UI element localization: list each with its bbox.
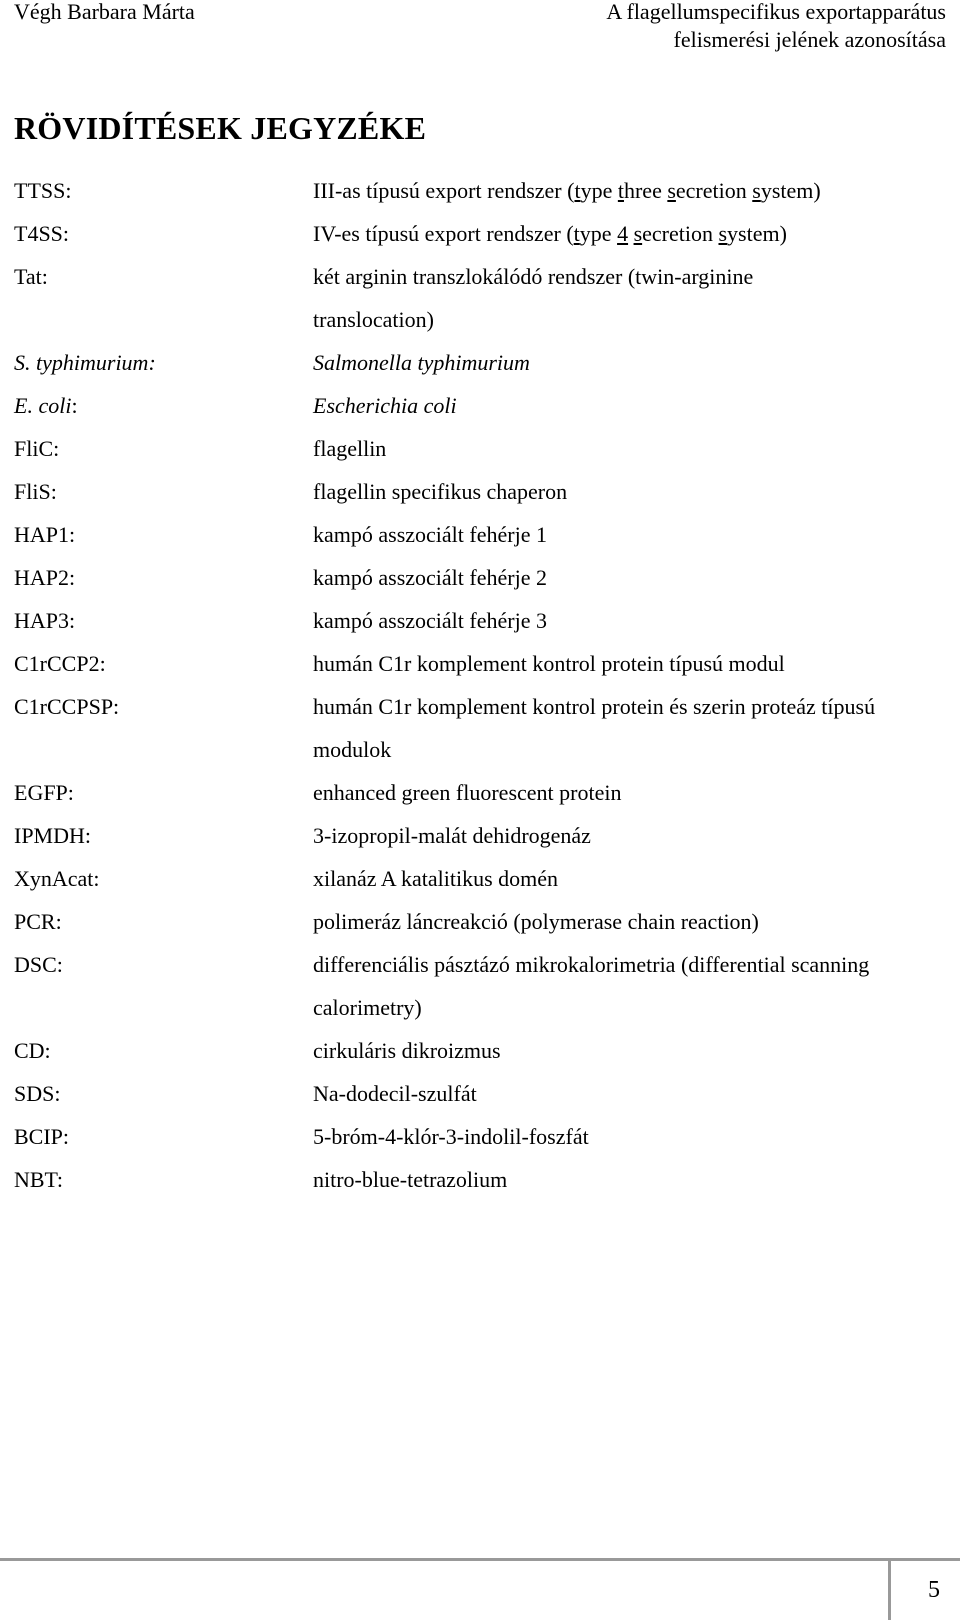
abbreviation-term: EGFP: [14,780,74,805]
abbreviation-term: TTSS: [14,178,72,203]
abbreviation-term: T4SS: [14,221,70,246]
abbreviation-row-hap1 [14,513,954,556]
abbreviation-term: CD: [14,1038,51,1063]
abbreviation-term: NBT: [14,1167,64,1192]
footer-divider [0,1558,960,1561]
abbreviation-term: E. coli: [14,393,78,418]
abbreviation-row-s-typhimurium [14,341,954,384]
abbreviation-definition: flagellin specifikus chaperon [313,479,568,504]
running-header-title [426,0,946,54]
abbreviation-definition: enhanced green fluorescent protein [313,780,622,805]
abbreviation-row-c1rccp2 [14,642,954,685]
abbreviation-definition: két arginin transzlokálódó rendszer (twin-arginine translocation) [313,264,754,332]
abbreviation-definition: differenciális pásztázó mikrokalorimetria (differential scanning calorimetry) [313,952,870,1020]
abbreviation-term: Tat: [14,264,48,289]
abbreviation-row-cd [14,1029,954,1072]
running-header-author: Végh Barbara Márta [14,0,195,24]
abbreviation-term: HAP3: [14,608,76,633]
abbreviation-row-hap2 [14,556,954,599]
abbreviation-term: S. typhimurium: [14,350,156,375]
abbreviation-definition: Salmonella typhimurium [313,350,530,375]
abbreviation-row-xynacat [14,857,954,900]
page-number: 5 [928,1577,940,1603]
abbreviation-definition: polimeráz láncreakció (polymerase chain reaction) [313,909,759,934]
abbreviation-row-ipmdh [14,814,954,857]
abbreviation-term: SDS: [14,1081,61,1106]
abbreviation-term: IPMDH: [14,823,92,848]
abbreviation-term: BCIP: [14,1124,70,1149]
abbreviation-definition: flagellin [313,436,387,461]
abbreviation-definition: IV-es típusú export rendszer (type 4 secretion system) [313,221,787,246]
abbreviation-row-pcr [14,900,954,943]
abbreviation-definition: 3-izopropil-malát dehidrogenáz [313,823,591,848]
abbreviation-row-sds [14,1072,954,1115]
abbreviation-definition: Na-dodecil-szulfát [313,1081,477,1106]
abbreviation-definition: 5-bróm-4-klór-3-indolil-foszfát [313,1124,589,1149]
abbreviation-row-tat [14,255,954,341]
abbreviation-definition: nitro-blue-tetrazolium [313,1167,508,1192]
abbreviation-definition: kampó asszociált fehérje 1 [313,522,547,547]
abbreviation-row-dsc [14,943,954,1029]
running-header-title-line-2: felismerési jelének azonosítása [673,27,946,52]
abbreviation-definition: kampó asszociált fehérje 2 [313,565,547,590]
abbreviation-term: C1rCCP2: [14,651,106,676]
abbreviation-definition: III-as típusú export rendszer (type three secretion system) [313,178,821,203]
abbreviation-definition: humán C1r komplement kontrol protein és szerin proteáz típusú modulok [313,694,876,762]
abbreviation-term: PCR: [14,909,62,934]
abbreviation-row-t4ss [14,212,954,255]
abbreviation-definition: cirkuláris dikroizmus [313,1038,501,1063]
abbreviation-row-nbt [14,1158,954,1201]
abbreviation-definition: Escherichia coli [313,393,457,418]
footer-page-number-separator [888,1561,891,1620]
abbreviation-row-bcip [14,1115,954,1158]
abbreviation-definition: xilanáz A katalitikus domén [313,866,559,891]
running-header-title-line-1: A flagellumspecifikus exportapparátus [606,0,946,24]
abbreviation-term: HAP2: [14,565,76,590]
abbreviation-definition: kampó asszociált fehérje 3 [313,608,547,633]
abbreviation-term: HAP1: [14,522,76,547]
abbreviation-definition: humán C1r komplement kontrol protein típusú modul [313,651,785,676]
abbreviation-list [14,169,954,1201]
abbreviation-row-flis [14,470,954,513]
abbreviation-term: C1rCCPSP: [14,694,120,719]
abbreviation-row-flic [14,427,954,470]
abbreviation-term: XynAcat: [14,866,100,891]
page-title: RÖVIDÍTÉSEK JEGYZÉKE [14,110,427,146]
abbreviation-row-c1rccpsp [14,685,954,771]
abbreviation-row-egfp [14,771,954,814]
abbreviation-row-e-coli [14,384,954,427]
abbreviation-term: FliC: [14,436,60,461]
abbreviation-row-hap3 [14,599,954,642]
abbreviation-term: FliS: [14,479,57,504]
abbreviation-term: DSC: [14,952,63,977]
abbreviation-row-ttss [14,169,954,212]
